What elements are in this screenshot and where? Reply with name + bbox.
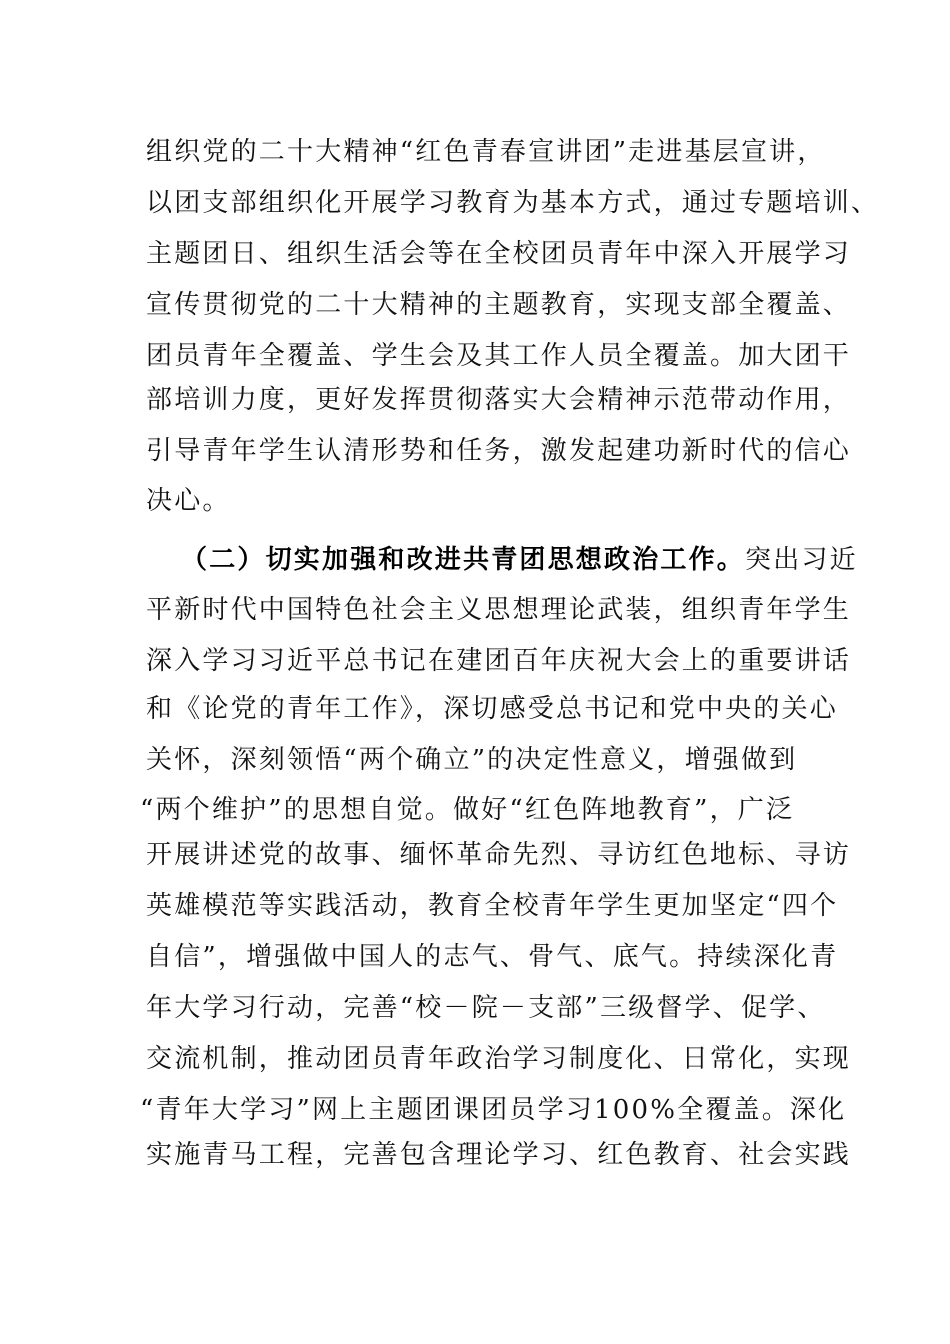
- paragraph-2-line-2: 平新时代中国特色社会主义思想理论武装，组织青年学生: [146, 595, 852, 625]
- paragraph-1-line-2: 以团支部组织化开展学习教育为基本方式，通过专题培训、: [146, 188, 880, 218]
- section-heading: （二）切实加强和改进共青团思想政治工作。: [181, 545, 746, 575]
- paragraph-2-line-13: 实施青马工程，完善包含理论学习、红色教育、社会实践: [146, 1140, 852, 1170]
- paragraph-2-line-5: 关怀，深刻领悟“两个确立”的决定性意义，增强做到: [146, 745, 798, 775]
- paragraph-2-line-6: “两个维护”的思想自觉。做好“红色阵地教育”，广泛: [140, 795, 795, 825]
- paragraph-1-line-4: 宣传贯彻党的二十大精神的主题教育，实现支部全覆盖、: [146, 290, 852, 320]
- paragraph-2-line-4: 和《论党的青年工作》，深切感受总书记和党中央的关心: [146, 694, 839, 724]
- paragraph-2-line-1-rest: 突出习近: [745, 545, 858, 575]
- paragraph-2-line-9: 自信”，增强做中国人的志气、骨气、底气。持续深化青: [146, 942, 839, 972]
- paragraph-1-line-3: 主题团日、组织生活会等在全校团员青年中深入开展学习: [146, 239, 852, 269]
- paragraph-1-line-7: 引导青年学生认清形势和任务，激发起建功新时代的信心: [146, 436, 852, 466]
- paragraph-2-line-12: “青年大学习”网上主题团课团员学习100%全覆盖。深化: [140, 1095, 847, 1125]
- paragraph-2-line-8: 英雄模范等实践活动，教育全校青年学生更加坚定“四个: [146, 891, 839, 921]
- paragraph-1-line-8: 决心。: [146, 486, 231, 516]
- paragraph-2-line-10: 年大学习行动，完善“校－院－支部”三级督学、促学、: [146, 993, 826, 1023]
- paragraph-1-line-1: 组织党的二十大精神“红色青春宣讲团”走进基层宣讲，: [146, 137, 826, 167]
- paragraph-1-line-5: 团员青年全覆盖、学生会及其工作人员全覆盖。加大团干: [146, 341, 852, 371]
- paragraph-2-line-1: [181, 543, 858, 577]
- paragraph-2-line-11: 交流机制，推动团员青年政治学习制度化、日常化，实现: [146, 1044, 852, 1074]
- paragraph-2-line-3: 深入学习习近平总书记在建团百年庆祝大会上的重要讲话: [146, 646, 852, 676]
- paragraph-1-line-6: 部培训力度，更好发挥贯彻落实大会精神示范带动作用，: [146, 385, 852, 415]
- paragraph-2-line-7: 开展讲述党的故事、缅怀革命先烈、寻访红色地标、寻访: [146, 840, 852, 870]
